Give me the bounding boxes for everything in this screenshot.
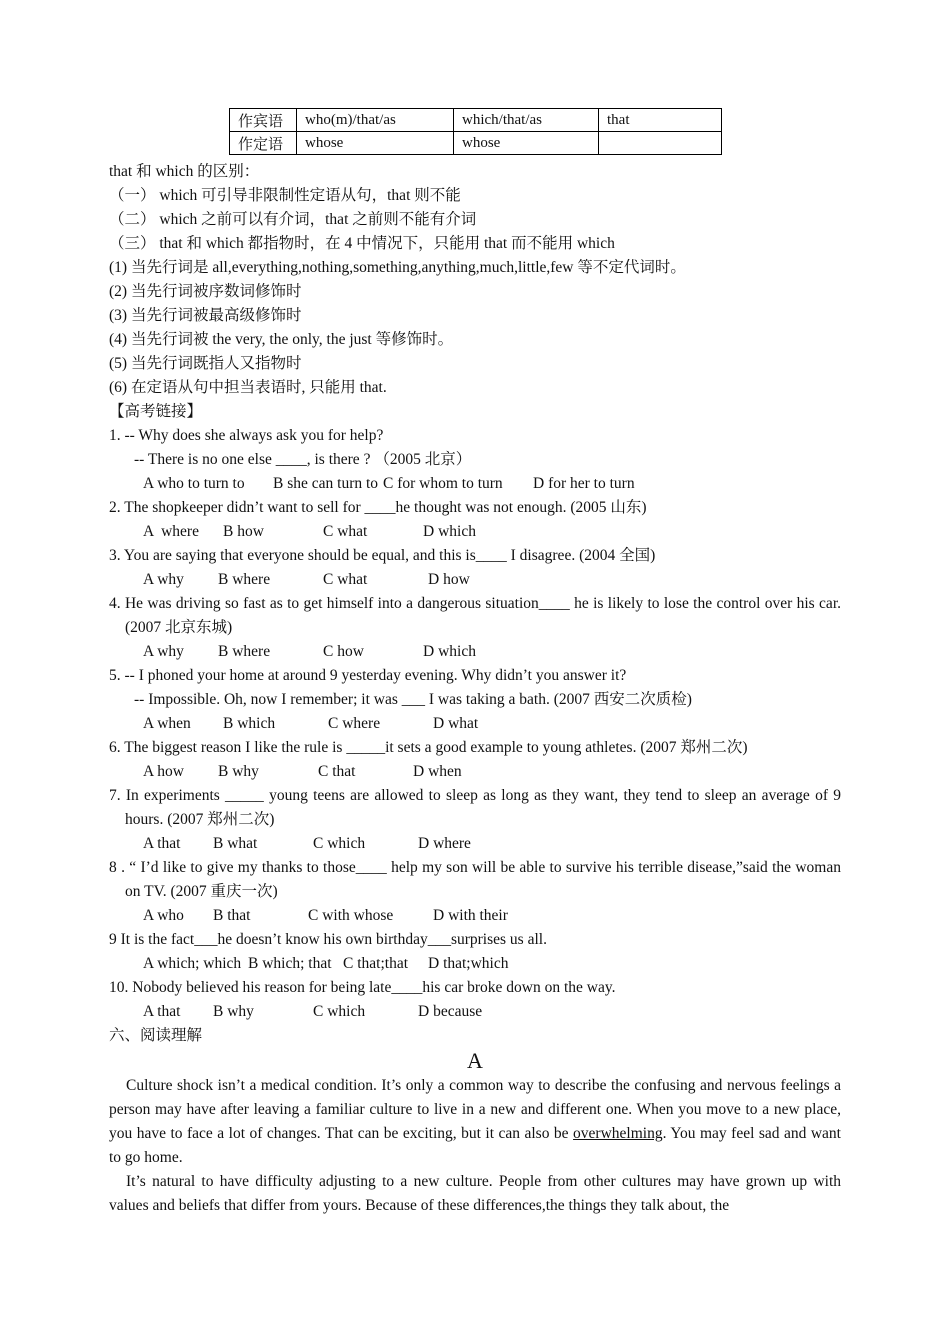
- list-item: （一） which 可引导非限制性定语从句，that 则不能: [109, 187, 461, 204]
- answer-option: C how: [323, 643, 364, 660]
- section-heading: 六、阅读理解: [109, 1027, 203, 1044]
- question-stem: 9 It is the fact___he doesn’t know his own birthday___surprises us all.: [109, 931, 547, 948]
- answer-options: [109, 904, 841, 928]
- answer-options: [109, 1000, 841, 1024]
- question-stem: 2. The shopkeeper didn’t want to sell for ____he thought was not enough. (2005 山东): [109, 499, 647, 516]
- answer-option: A that: [143, 835, 181, 852]
- answer-options: [109, 520, 841, 544]
- table-cell: [599, 132, 722, 155]
- table-row: [230, 132, 722, 155]
- answer-option: D what: [433, 715, 479, 732]
- answer-option: B where: [218, 643, 271, 660]
- question-stem: 3. You are saying that everyone should be equal, and this is____ I disagree. (2004 全国): [109, 547, 656, 564]
- question-stem: 6. The biggest reason I like the rule is _____it sets a good example to young athletes. (2007 郑州二次): [109, 739, 748, 756]
- answer-option: D where: [418, 835, 471, 852]
- answer-option: A which; which: [143, 955, 242, 972]
- answer-option: B how: [223, 523, 264, 540]
- answer-option: D that;which: [428, 955, 509, 972]
- question-stem: 10. Nobody believed his reason for being late____his car broke down on the way.: [109, 979, 616, 996]
- answer-option: A who to turn to: [143, 475, 245, 492]
- answer-options: [109, 952, 841, 976]
- section-heading: 【高考链接】: [109, 403, 203, 420]
- answer-option: B which; that: [248, 955, 332, 972]
- question-list: [109, 424, 841, 1024]
- question-stem: 4. He was driving so fast as to get himself into a dangerous situation____ he is likely to lose the control over his car. (2007 北京东城): [109, 595, 841, 636]
- passage-heading: A: [467, 1048, 483, 1073]
- answer-options: [109, 760, 841, 784]
- answer-option: D because: [418, 1003, 483, 1020]
- answer-option: D which: [423, 523, 476, 540]
- document-body: [109, 160, 841, 1218]
- answer-options: [109, 832, 841, 856]
- list-item: (5) 当先行词既指人又指物时: [109, 355, 302, 372]
- answer-option: C which: [313, 1003, 366, 1020]
- table-row: [230, 109, 722, 132]
- answer-option: D for her to turn: [533, 475, 635, 492]
- answer-option: A why: [143, 571, 184, 588]
- answer-option: B she can turn to: [273, 475, 379, 492]
- answer-option: A why: [143, 643, 184, 660]
- list-item: (3) 当先行词被最高级修饰时: [109, 307, 302, 324]
- passage-paragraph: [109, 1074, 841, 1170]
- answer-option: C for whom to turn: [383, 475, 503, 492]
- answer-option: A where: [143, 523, 199, 540]
- answer-option: C with whose: [308, 907, 394, 924]
- question-stem: 5. -- I phoned your home at around 9 yesterday evening. Why didn’t you answer it?: [109, 667, 627, 684]
- answer-option: B that: [213, 907, 251, 924]
- answer-options: [109, 472, 841, 496]
- passage-paragraph: It’s natural to have difficulty adjusting to a new culture. People from other cultures may have grown up with values and beliefs that differ from yours. Because of these differences,the things they talk about, the: [109, 1173, 841, 1214]
- list-item: （二） which 之前可以有介词，that 之前则不能有介词: [109, 211, 477, 228]
- question-stem: 8 . “ I’d like to give my thanks to those____ help my son will be able to survive his terrible disease,”said the woman on TV. (2007 重庆一次): [109, 859, 841, 900]
- answer-option: D which: [423, 643, 476, 660]
- list-item: (6) 在定语从句中担当表语时, 只能用 that.: [109, 379, 387, 396]
- table-cell: which/that/as: [454, 109, 599, 132]
- answer-option: B why: [213, 1003, 254, 1020]
- answer-options: [109, 568, 841, 592]
- answer-option: B why: [218, 763, 259, 780]
- answer-option: C what: [323, 571, 368, 588]
- answer-options: [109, 640, 841, 664]
- answer-option: B where: [218, 571, 271, 588]
- question-reply: -- There is no one else ____, is there ? （2005 北京）: [134, 451, 472, 468]
- paragraph-text: . You may feel sad and want to go home.: [109, 1125, 841, 1166]
- answer-option: C that;that: [343, 955, 409, 972]
- answer-options: [109, 712, 841, 736]
- answer-option: A that: [143, 1003, 181, 1020]
- list-item: （三） that 和 which 都指物时，在 4 中情况下，只能用 that 而不能用 which: [109, 235, 615, 252]
- table-cell: who(m)/that/as: [297, 109, 454, 132]
- answer-option: C where: [328, 715, 381, 732]
- answer-option: C that: [318, 763, 356, 780]
- question-stem: 7. In experiments _____ young teens are allowed to sleep as long as they want, they tend to sleep an average of 9 hours. (2007 郑州二次): [109, 787, 841, 828]
- underlined-word: overwhelming: [573, 1125, 663, 1142]
- answer-option: B which: [223, 715, 276, 732]
- answer-option: A how: [143, 763, 184, 780]
- answer-option: C which: [313, 835, 366, 852]
- answer-option: D when: [413, 763, 462, 780]
- paragraph-text: Culture shock isn’t a medical condition. It’s only a common way to describe the confusing and nervous feelings a person may have after leaving a familiar culture to live in a new and different one. When you move to a new place, you have to face a lot of changes. That can be exciting, but it can also be: [109, 1077, 841, 1142]
- section-heading: that 和 which 的区别：: [109, 163, 260, 180]
- list-item: (2) 当先行词被序数词修饰时: [109, 283, 302, 300]
- table-cell: 作宾语: [230, 109, 297, 132]
- list-item: (1) 当先行词是 all,everything,nothing,something,anything,much,little,few 等不定代词时。: [109, 259, 686, 276]
- answer-option: D how: [428, 571, 470, 588]
- answer-option: A when: [143, 715, 191, 732]
- table-cell: that: [599, 109, 722, 132]
- answer-option: A who: [143, 907, 184, 924]
- table-cell: whose: [297, 132, 454, 155]
- answer-option: C what: [323, 523, 368, 540]
- question-stem: 1. -- Why does she always ask you for help?: [109, 427, 384, 444]
- pronoun-table: [229, 108, 722, 155]
- table-cell: 作定语: [230, 132, 297, 155]
- answer-option: D with their: [433, 907, 508, 924]
- answer-option: B what: [213, 835, 258, 852]
- list-item: (4) 当先行词被 the very, the only, the just 等修饰时。: [109, 331, 454, 348]
- question-reply: -- Impossible. Oh, now I remember; it was ___ I was taking a bath. (2007 西安二次质检): [134, 691, 692, 708]
- table-cell: whose: [454, 132, 599, 155]
